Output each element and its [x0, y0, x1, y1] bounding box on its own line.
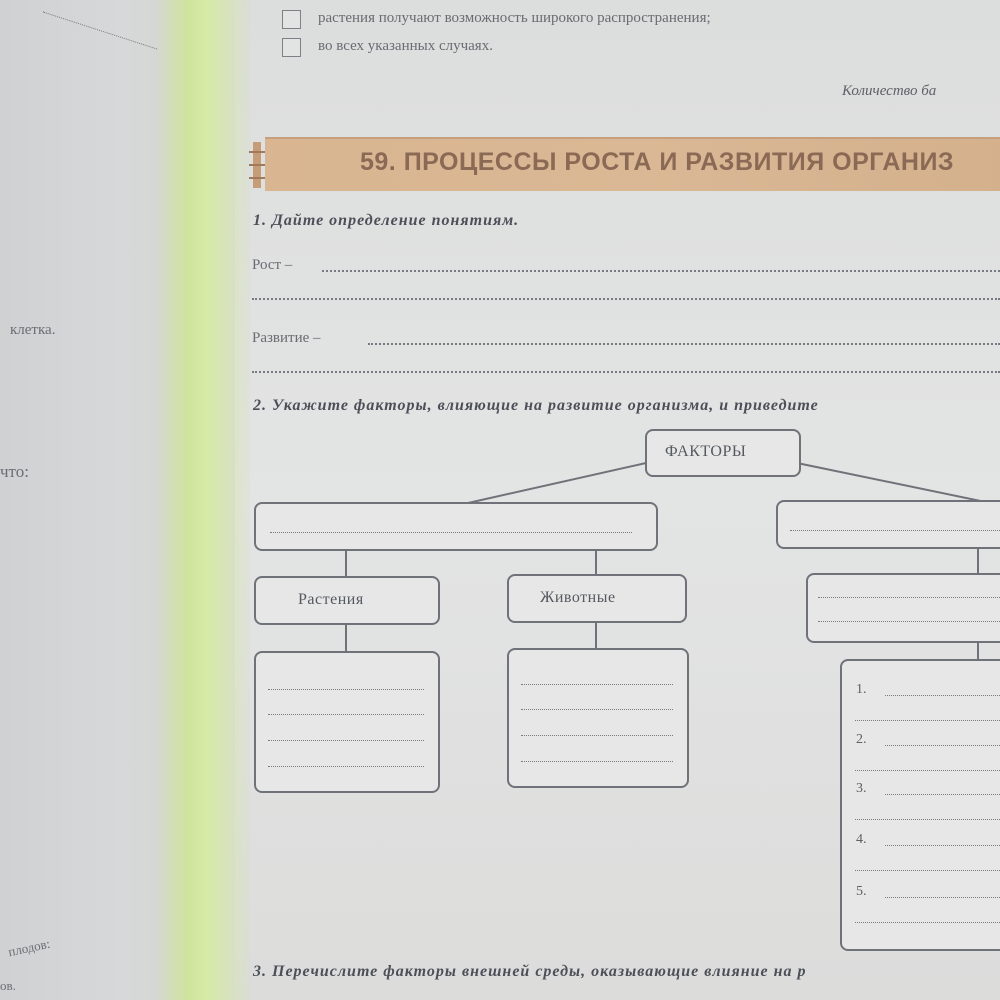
task1-heading: 1. Дайте определение понятиям. — [253, 212, 520, 229]
plants-answer-line[interactable] — [268, 740, 424, 741]
left-page-fragment: клетка. — [10, 322, 56, 338]
score-label: Количество ба — [842, 83, 937, 99]
animals-answer-line[interactable] — [521, 761, 673, 762]
list-answer-line[interactable] — [855, 720, 1000, 721]
list-answer-line[interactable] — [855, 770, 1000, 771]
animals-label: Животные — [540, 589, 616, 606]
section-title: 59. ПРОЦЕССЫ РОСТА И РАЗВИТИЯ ОРГАНИЗ — [360, 148, 955, 176]
factor-subbox-right[interactable] — [806, 573, 1000, 643]
list-answer-line[interactable] — [885, 695, 1000, 696]
option-label: во всех указанных случаях. — [318, 38, 493, 54]
factor-answer-line[interactable] — [270, 532, 632, 533]
list-answer-line[interactable] — [855, 870, 1000, 871]
list-answer-line[interactable] — [885, 897, 1000, 898]
factor-answer-line[interactable] — [790, 530, 1000, 531]
list-answer-line[interactable] — [885, 745, 1000, 746]
list-number: 5. — [856, 884, 867, 899]
list-answer-line[interactable] — [885, 845, 1000, 846]
list-answer-line[interactable] — [885, 794, 1000, 795]
factor-box-left[interactable] — [254, 502, 658, 551]
list-number: 2. — [856, 732, 867, 747]
animals-answer-line[interactable] — [521, 735, 673, 736]
term-growth-label: Рост – — [252, 257, 293, 273]
factor-answer-line[interactable] — [818, 597, 1000, 598]
left-page-fragment: что: — [0, 462, 29, 481]
plants-label: Растения — [298, 591, 364, 608]
animals-answer-line[interactable] — [521, 684, 673, 685]
task2-heading: 2. Укажите факторы, влияющие на развитие организма, и приведите — [253, 397, 819, 414]
factor-answer-line[interactable] — [818, 621, 1000, 622]
list-number: 3. — [856, 781, 867, 796]
term-development-label: Развитие – — [252, 330, 321, 346]
plants-answer-line[interactable] — [268, 766, 424, 767]
numbered-answer-box[interactable] — [840, 659, 1000, 951]
left-page-fragment: плодов: — [6, 935, 52, 960]
plants-answer-line[interactable] — [268, 714, 424, 715]
option-label: растения получают возможность широкого распространения; — [318, 10, 711, 26]
plants-answer-line[interactable] — [268, 689, 424, 690]
left-page-fragment: ов. — [0, 978, 16, 993]
plants-answer-box[interactable] — [254, 651, 440, 793]
factors-root-label: ФАКТОРЫ — [665, 443, 747, 460]
factor-box-right[interactable] — [776, 500, 1000, 549]
animals-answer-box[interactable] — [507, 648, 689, 788]
list-number: 4. — [856, 832, 867, 847]
task3-heading: 3. Перечислите факторы внешней среды, оказывающие влияние на р — [253, 963, 807, 980]
animals-answer-line[interactable] — [521, 709, 673, 710]
list-number: 1. — [856, 682, 867, 697]
list-answer-line[interactable] — [855, 922, 1000, 923]
list-answer-line[interactable] — [855, 819, 1000, 820]
